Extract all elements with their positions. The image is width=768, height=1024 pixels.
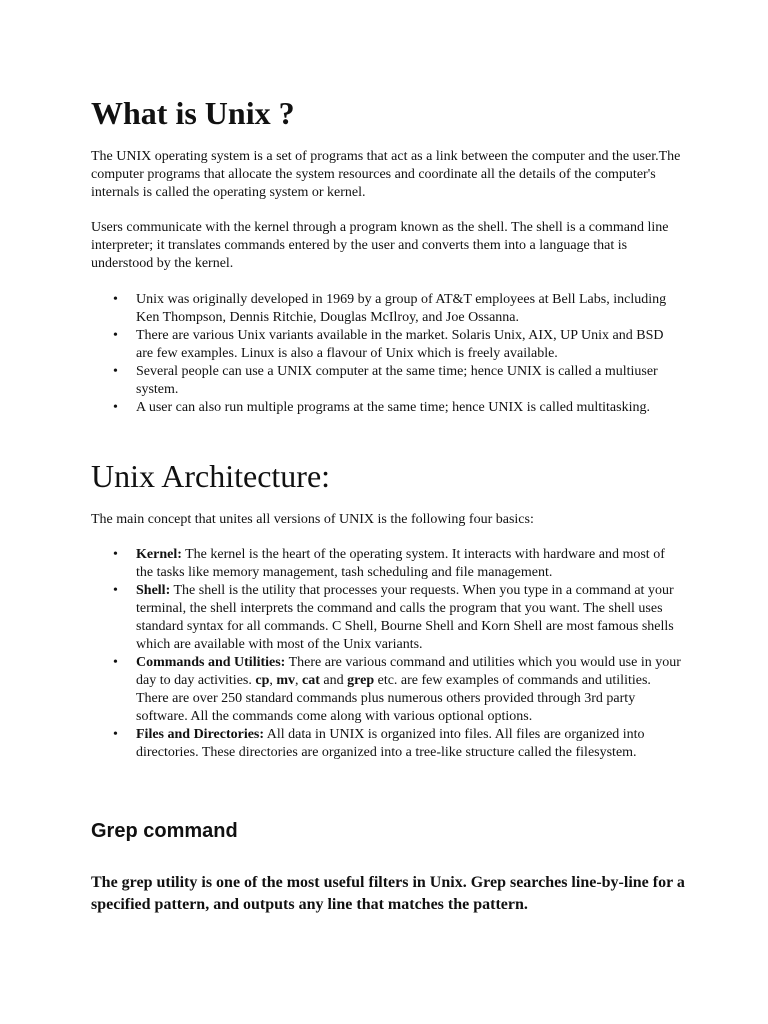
command-cp: cp <box>255 673 270 688</box>
term-shell: Shell: <box>136 583 171 598</box>
files-description: All data in UNIX is organized into files. All files are organized into directories. These directories are organized into a tree-like structure called the filesystem. <box>136 727 645 760</box>
command-mv: mv <box>276 673 296 688</box>
list-item-commands <box>91 654 681 726</box>
list-item-files <box>91 726 681 762</box>
term-kernel: Kernel: <box>136 547 182 562</box>
separator: and <box>319 673 348 688</box>
commands-description-a: There are various command and utilities which you would use in your day to day activities. <box>136 655 681 688</box>
list-item: • There are various Unix variants available in the market. Solaris Unix, AIX, UP Unix and BSD are few examples. Linux is also a flavour of Unix which is freely available. <box>91 327 681 363</box>
command-grep: grep <box>347 673 375 688</box>
list-item: • Unix was originally developed in 1969 by a group of AT&T employees at Bell Labs, including Ken Thompson, Dennis Ritchie, Douglas McIlroy, and Joe Ossanna. <box>91 291 681 327</box>
list-item: • A user can also run multiple programs at the same time; hence UNIX is called multitasking. <box>91 399 681 417</box>
heading-grep-command: Grep command <box>91 820 238 842</box>
architecture-list <box>91 546 681 762</box>
paragraph-grep-description: The grep utility is one of the most useful filters in Unix. Grep searches line-by-line for a specified pattern, and outputs any line that matches the pattern. <box>91 874 685 913</box>
heading-what-is-unix: What is Unix ? <box>91 95 295 131</box>
paragraph-architecture-intro: The main concept that unites all versions of UNIX is the following four basics: <box>91 512 534 527</box>
list-item: • Several people can use a UNIX computer at the same time; hence UNIX is called a multiuser system. <box>91 363 681 399</box>
paragraph-unix-definition: The UNIX operating system is a set of programs that act as a link between the computer and the user.The computer programs that allocate the system resources and coordinate all the details of the computer's internals is called the operating system or kernel. <box>91 149 681 200</box>
unix-facts-list <box>91 291 681 417</box>
commands-description-b: etc. are few examples of commands and utilities. There are over 250 standard commands plus numerous others provided through 3rd party software. All the commands come along with various optional options. <box>136 673 651 724</box>
kernel-description: The kernel is the heart of the operating system. It interacts with hardware and most of the tasks like memory management, tash scheduling and file management. <box>136 547 665 580</box>
paragraph-shell-intro: Users communicate with the kernel through a program known as the shell. The shell is a command line interpreter; it translates commands entered by the user and converts them into a language that is understood by the kernel. <box>91 220 669 271</box>
command-cat: cat <box>302 673 320 688</box>
shell-description: The shell is the utility that processes your requests. When you type in a command at your terminal, the shell interprets the command and calls the program that you want. The shell uses standard syntax for all commands. C Shell, Bourne Shell and Korn Shell are most famous shells which are available with most of the Unix variants. <box>136 583 674 652</box>
term-commands: Commands and Utilities: <box>136 655 286 670</box>
separator: , <box>269 673 277 688</box>
list-item-kernel <box>91 546 681 582</box>
list-item-shell <box>91 582 681 654</box>
term-files: Files and Directories: <box>136 727 265 742</box>
heading-unix-architecture: Unix Architecture: <box>91 458 331 494</box>
separator: , <box>295 673 303 688</box>
